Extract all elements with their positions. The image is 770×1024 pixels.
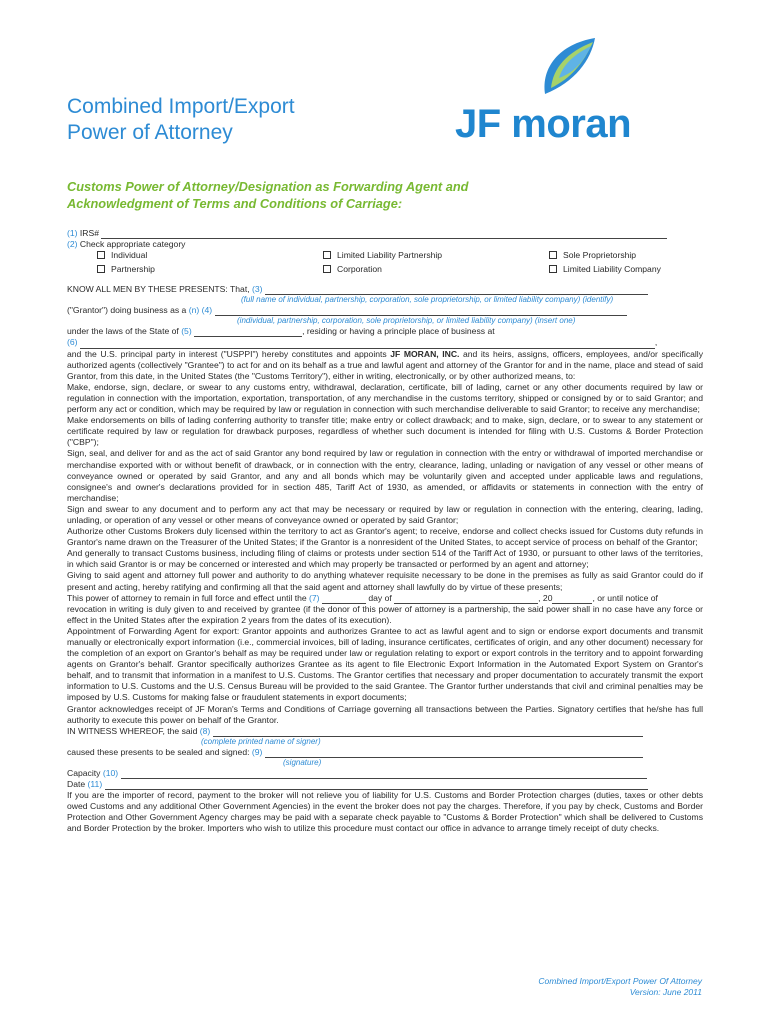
checkbox-icon	[97, 251, 105, 259]
title-line-2: Power of Attorney	[67, 121, 233, 144]
caused-text: caused these presents to be sealed and signed:	[67, 746, 250, 757]
footer	[538, 976, 702, 998]
paragraph-appointment	[67, 349, 703, 382]
paragraph-forwarding-agent: Appointment of Forwarding Agent for export: Grantor appoints and authorizes Grantee to act as lawful agent and to sign or endorse export documents and transmit manually or electronically export information (i.e., commercial invoices, bill of lading, insurance certificates, certificates of origin, and any other document) necessary for the completion of an export on Grantor's behalf as may be required under law or regulation relating to export or export controls in the territory and to appoint forwarding agents on Grantor's behalf. Grantor specifically authorizes Grantee as its agent to file Electronic Export Information in the Automated Export System on Grantor's behalf, and to transmit that information in a manifest to U.S. Customs. The Grantor certifies that necessary and proper documentation to accurately transmit the export information to U.S. Customs and the U.S. Census Bureau will be provided to the said Grantee. The Grantor further understands that civil and criminal penalties may be imposed by U.S. Customs for making false or fraudulent statements in export documents;	[67, 625, 703, 703]
checkbox-partnership[interactable]	[97, 264, 155, 275]
date-input[interactable]	[105, 780, 648, 790]
company-name: JF MORAN, INC.	[390, 348, 460, 359]
checkbox-label: Limited Liability Partnership	[337, 250, 443, 261]
paragraph-sign-seal: Sign, seal, and deliver for and as the act of said Grantor any bond required by law or regulation in connection with the entry or withdrawal of imported merchandise or merchandise exported with or without benefit of drawback, or in connection with the entry, clearance, lading, unlading or navigation of any vessel or other means of conveyance owned or operated by said Grantor, and any and all bonds which may be voluntarily given and accepted under applicable laws and regulations, consignee's and owner's declarations provided for in section 485, Tariff Act of 1930, as amended, or affidavits or statements in connection with the entry of merchandise;	[67, 448, 703, 503]
checkbox-label: Limited Liability Company	[563, 264, 661, 275]
subtitle-line-1: Customs Power of Attorney/Designation as Forwarding Agent and	[67, 179, 469, 194]
category-label: Check appropriate category	[79, 239, 186, 250]
paragraph-make-endorse: Make, endorse, sign, declare, or swear to any customs entry, withdrawal, declaration, certificate, bill of lading, carnet or any other documents required by law or regulation in connection with the importation, exportation, transportation, of any merchandise in the customs territory, shipped or consigned by or to said Grantor; and perform any act or condition, which may be required by law or regulation in connection with such merchandise deliverable to said Grantor; to receive any merchandise;	[67, 381, 703, 415]
checkbox-llp[interactable]	[323, 250, 442, 261]
checkbox-icon	[323, 265, 331, 273]
checkbox-icon	[97, 265, 105, 273]
signature-input[interactable]	[265, 748, 643, 758]
footer-title: Combined Import/Export Power Of Attorney	[538, 976, 702, 986]
form-body	[67, 228, 703, 835]
paragraph-acknowledges: Grantor acknowledges receipt of JF Moran's Terms and Conditions of Carriage governing all transactions between the Parties. Signatory certifies that he/she has full authority to execute this power on behalf of the Grantor.	[67, 703, 703, 725]
field-4-hint: (individual, partnership, corporation, sole proprietorship, or limited liability company) (insert one)	[237, 316, 576, 326]
checkbox-individual[interactable]	[97, 250, 147, 261]
grantor-dba-text: ("Grantor") doing business as a	[67, 305, 187, 316]
field-9-number: (9)	[251, 746, 263, 757]
checkbox-label: Sole Proprietorship	[563, 250, 637, 261]
checkbox-label: Individual	[111, 250, 148, 261]
until-year-input[interactable]	[552, 594, 592, 604]
text: day of	[368, 592, 392, 603]
page-title	[67, 94, 387, 146]
laws-state-text: under the laws of the State of	[67, 326, 179, 337]
field-4-number: (n) (4)	[188, 305, 213, 316]
residing-text: , residing or having a principle place of business at	[302, 326, 495, 337]
capacity-label: Capacity	[67, 767, 101, 778]
field-8-hint: (complete printed name of signer)	[201, 736, 321, 746]
checkbox-label: Partnership	[111, 264, 155, 275]
checkbox-corporation[interactable]	[323, 264, 382, 275]
paragraph-generally: And generally to transact Customs business, including filing of claims or protests under section 514 of the Tariff Act of 1930, or pursuant to other laws of the territories, in which said Grantor is or may be concerned or interested and which may properly be transacted or performed by an agent and attorney;	[67, 548, 703, 570]
field-9-hint: (signature)	[283, 757, 322, 767]
field-2-number: (2)	[67, 239, 78, 250]
signer-name-input[interactable]	[213, 727, 643, 737]
field-11-number: (11)	[87, 779, 103, 790]
until-month-input[interactable]	[394, 594, 538, 604]
leaf-icon	[537, 34, 599, 98]
paragraph-giving: Giving to said agent and attorney full power and authority to do anything whatever requisite necessary to be done in the premises as fully as said Grantor could do if present and acting, hereby ratifying and confirming all that the said agent and attorney shall lawfully do by virtue of these presents;	[67, 570, 703, 592]
know-all-text: KNOW ALL MEN BY THESE PRESENTS: That,	[67, 284, 250, 295]
field-10-number: (10)	[102, 767, 119, 778]
grantor-name-input[interactable]	[265, 285, 648, 295]
paragraph-endorsements: Make endorsements on bills of lading conferring authority to transfer title; make entry or collect drawback; and to make, sign, declare, or to swear to any statement or certificate required by law or regulation for drawback purposes, regardless of whether such document is intended for filing with U.S. Customs & Border Protection ("CBP");	[67, 415, 703, 448]
checkbox-label: Corporation	[337, 264, 382, 275]
text: , 20	[538, 592, 553, 603]
field-3-hint: (full name of individual, partnership, corporation, sole proprietorship, or limited liability company) (identify)	[241, 295, 614, 305]
title-line-1: Combined Import/Export	[67, 95, 295, 118]
paragraph-importer-notice: If you are the importer of record, payment to the broker will not relieve you of liability for U.S. Customs and Border Protection charges (duties, taxes or other debts owed Customs and any additional Other Government Agencies) in the event the broker does not pay the charges. Therefore, if you pay by check, Customs and Border Protection and Other Government Agency charges may be paid with a separate check payable to "Customs & Border Protection" which shall be delivered to Customs and Border Protection by the broker. Importers who wish to utilize this procedure must contact our office in advance to arrange timely receipt of duty checks.	[67, 790, 703, 834]
paragraph-authorize: Authorize other Customs Brokers duly licensed within the territory to act as Grantor's agent; to receive, endorse and collect checks issued for Customs duty refunds in Grantor's name drawn on the Treasurer of the United States; if the Grantor is a nonresident of the United States, to accept service of process on behalf of the Grantor;	[67, 526, 703, 548]
field-7-number: (7)	[309, 592, 320, 603]
paragraph-revocation: revocation in writing is duly given to and received by grantee (if the donor of this power of attorney is a partnership, the said power shall in no case have any force or effect in the United States after the expiration 2 years from the dates of its execution).	[67, 603, 703, 625]
until-date-input[interactable]	[322, 594, 366, 604]
checkbox-icon	[549, 251, 557, 259]
irs-label: IRS#	[79, 228, 100, 238]
address-input[interactable]	[80, 337, 658, 349]
capacity-input[interactable]	[121, 769, 647, 779]
text: This power of attorney to remain in full force and effect until the	[67, 592, 307, 603]
jf-moran-logo	[455, 30, 695, 160]
footer-version: Version: June 2011	[629, 987, 702, 997]
date-label: Date	[67, 779, 86, 790]
checkbox-icon	[549, 265, 557, 273]
form-subtitle	[67, 178, 567, 212]
text: , or until notice of	[592, 592, 658, 603]
entity-type-input[interactable]	[215, 306, 627, 316]
state-input[interactable]	[194, 327, 302, 337]
irs-input[interactable]	[101, 229, 667, 239]
field-8-number: (8)	[199, 725, 211, 736]
comma: ,	[654, 337, 658, 348]
checkbox-llc[interactable]	[549, 264, 661, 275]
logo-text: JF moran	[455, 102, 632, 146]
field-1-number: (1)	[67, 228, 78, 238]
subtitle-line-2: Acknowledgment of Terms and Conditions of Carriage:	[67, 196, 403, 211]
checkbox-sole-proprietorship[interactable]	[549, 250, 636, 261]
duration-row	[67, 593, 703, 604]
field-5-number: (5)	[181, 326, 192, 337]
field-6-number: (6)	[67, 337, 78, 348]
text: and the U.S. principal party in interest ("USPPI") hereby constitutes and appoints	[67, 348, 391, 359]
paragraph-sign-swear: Sign and swear to any document and to perform any act that may be necessary or required by law or regulation in connection with the entering, clearing, lading, unlading, or operation of any vessel or other means of conveyance owned or operated by said Grantor;	[67, 503, 703, 525]
field-3-number: (3)	[252, 284, 263, 295]
witness-text: IN WITNESS WHEREOF, the said	[67, 725, 198, 736]
text: and its heirs, assigns, officers, employees, and/or specifically authorized agents (collectively "Grantee") to act for and on its behalf as a true and lawful agent and attorney of the Grantor for and in the name, place and stead of said Grantor, from this date, in the United States (the "Customs Territory"), either in writing, electronically, or by other authorized means, to:	[67, 348, 704, 381]
checkbox-icon	[323, 251, 331, 259]
